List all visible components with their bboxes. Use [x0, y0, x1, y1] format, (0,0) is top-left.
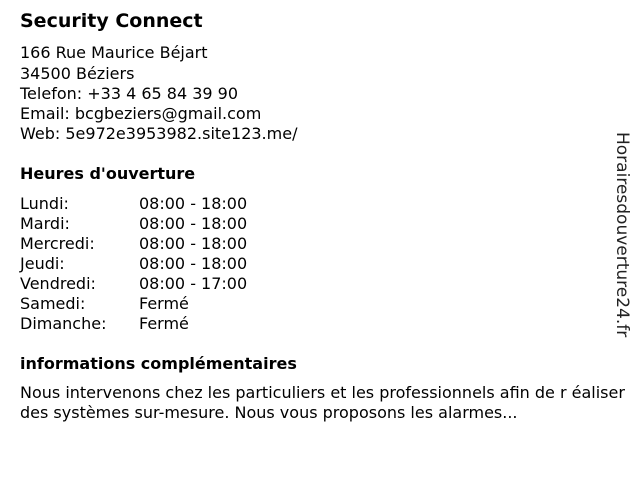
hours-time: Fermé: [139, 314, 189, 333]
hours-time: 08:00 - 18:00: [139, 214, 248, 233]
info-heading: informations complémentaires: [20, 354, 297, 373]
web-line: Web: 5e972e3953982.site123.me/: [20, 124, 298, 143]
hours-day: Dimanche:: [20, 314, 107, 333]
hours-day: Vendredi:: [20, 274, 96, 293]
hours-time: 08:00 - 18:00: [139, 194, 248, 213]
info-description: Nous intervenons chez les particuliers et les professionnels afin de r éaliser des systèmes sur-mesure. Nous vous proposons les alarmes...: [20, 383, 625, 422]
hours-heading: Heures d'ouverture: [20, 164, 196, 183]
hours-day: Mercredi:: [20, 234, 95, 253]
site-watermark: Horairesdouverture24.fr: [612, 132, 632, 338]
hours-day: Samedi:: [20, 294, 86, 313]
hours-day: Mardi:: [20, 214, 70, 233]
hours-time: 08:00 - 17:00: [139, 274, 248, 293]
hours-time: Fermé: [139, 294, 189, 313]
address-line-2: 34500 Béziers: [20, 64, 135, 83]
email-line: Email: bcgbeziers@gmail.com: [20, 104, 262, 123]
business-name: Security Connect: [20, 10, 203, 32]
address-line-1: 166 Rue Maurice Béjart: [20, 43, 208, 62]
hours-time: 08:00 - 18:00: [139, 234, 248, 253]
hours-time: 08:00 - 18:00: [139, 254, 248, 273]
hours-day: Lundi:: [20, 194, 69, 213]
hours-day: Jeudi:: [20, 254, 65, 273]
phone-line: Telefon: +33 4 65 84 39 90: [20, 84, 239, 103]
